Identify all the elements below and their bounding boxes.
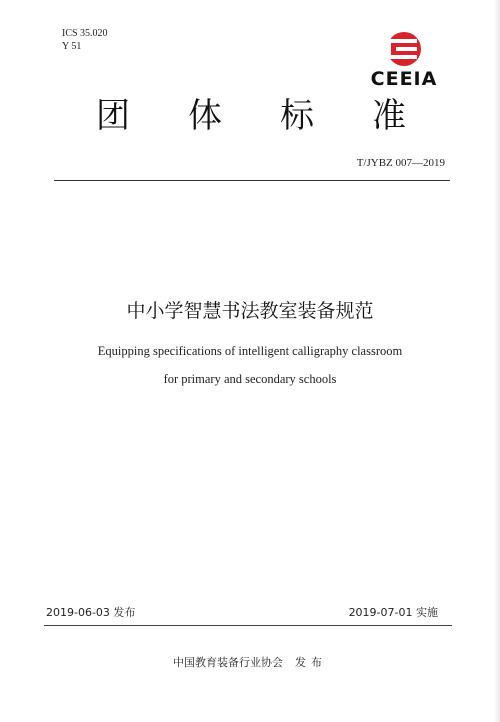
ceeia-logo [366, 30, 442, 92]
page-edge [494, 0, 500, 722]
publisher-action: 发布 [295, 656, 327, 669]
category-char: 准 [372, 96, 406, 136]
issue-date: 2019-06-03 发布 [46, 606, 136, 619]
document-category [96, 96, 406, 136]
ccs-code: Y 51 [62, 41, 82, 52]
publisher [0, 654, 500, 670]
ics-code: ICS 35.020 [62, 28, 108, 39]
classification-codes [62, 27, 108, 53]
header-divider [54, 180, 450, 181]
standard-number: T/JYBZ 007—2019 [356, 157, 445, 169]
logo-text: CEEIA [370, 68, 438, 90]
category-char: 团 [96, 96, 130, 136]
title-english-line1: Equipping specifications of intelligent calligraphy classroom [97, 344, 403, 358]
category-char: 体 [188, 96, 222, 136]
category-char: 标 [280, 96, 314, 136]
publisher-organization: 中国教育装备行业协会 [173, 656, 283, 669]
ceeia-logo-mark [366, 30, 442, 70]
implementation-date: 2019-07-01 实施 [348, 606, 438, 619]
footer-divider [44, 625, 452, 626]
title-english-line2: for primary and secondary schools [163, 372, 337, 386]
title-chinese: 中小学智慧书法教室装备规范 [126, 300, 374, 322]
